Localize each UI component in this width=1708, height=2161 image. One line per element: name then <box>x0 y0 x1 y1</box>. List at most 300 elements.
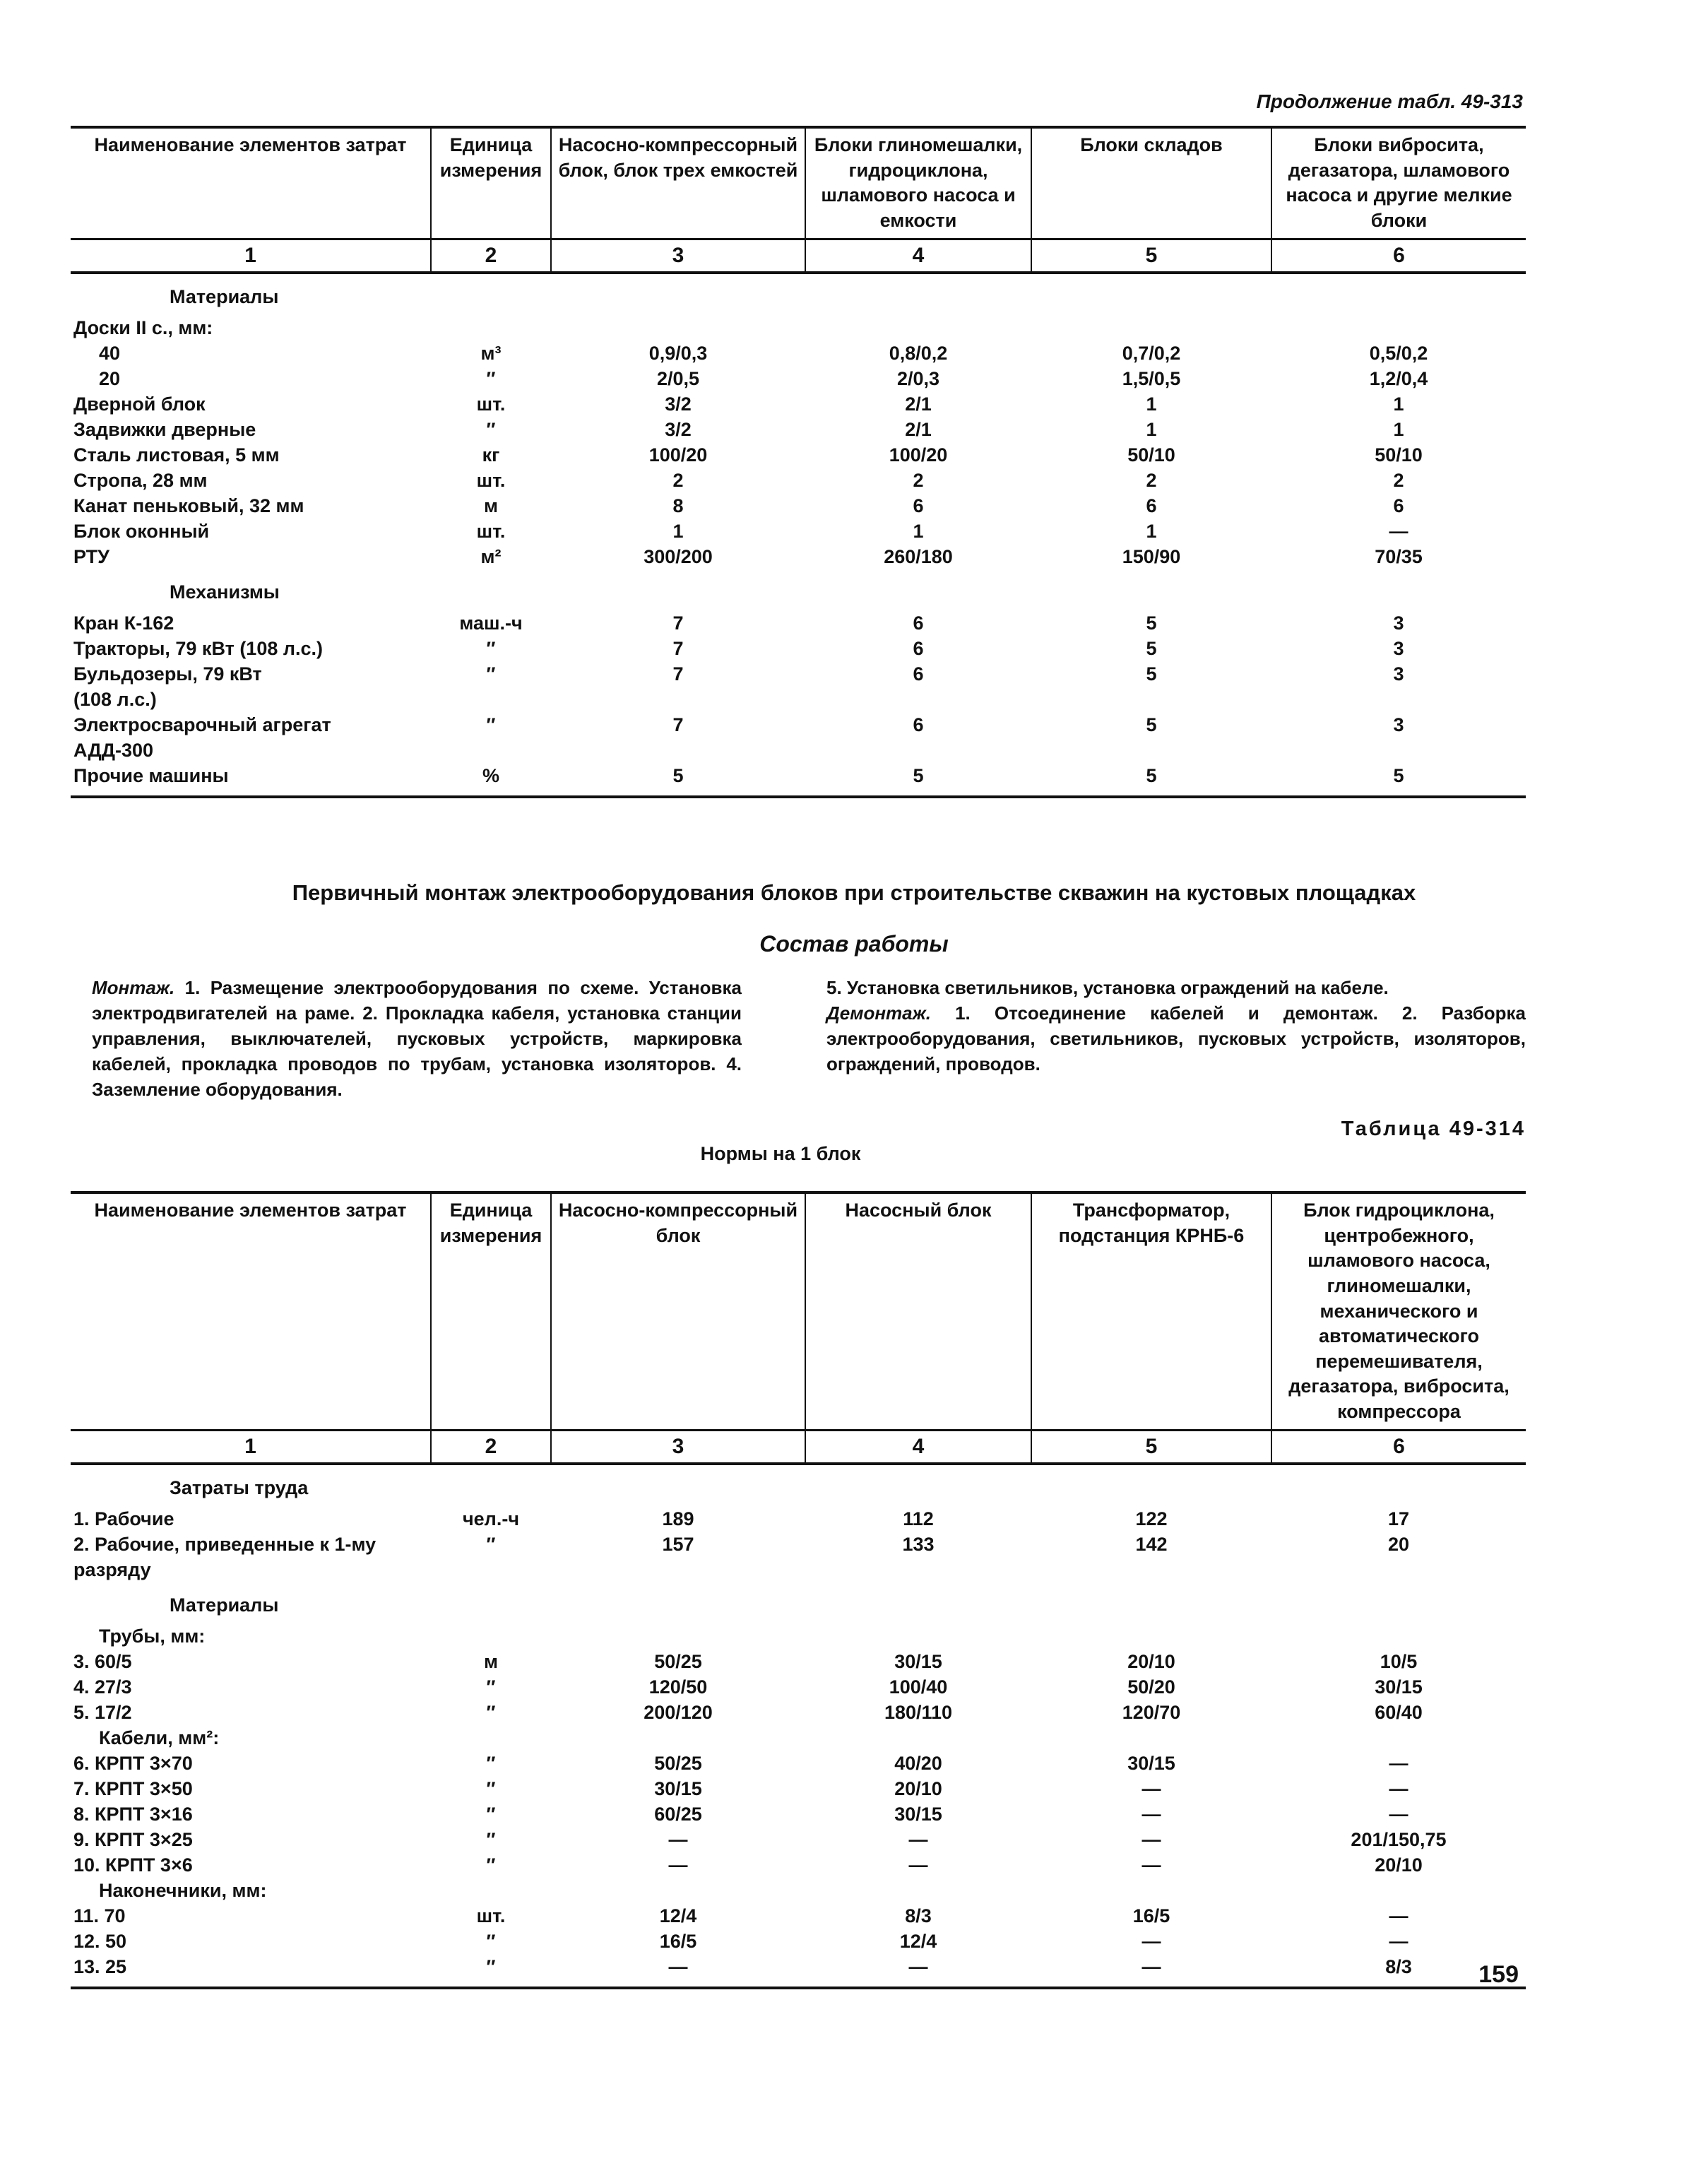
row-unit: шт. <box>476 1905 506 1926</box>
column-number: 2 <box>431 1430 551 1464</box>
row-label: 13. 25 <box>71 1954 431 1988</box>
row-value <box>551 1878 805 1903</box>
table-row <box>71 610 1526 636</box>
row-value: 189 <box>662 1508 694 1529</box>
row-unit <box>431 687 551 712</box>
row-value: 1 <box>913 520 924 542</box>
row-value: 200/120 <box>644 1701 713 1723</box>
row-label: Задвижки дверные <box>73 418 256 440</box>
table-row <box>71 1674 1526 1700</box>
row-unit: маш.-ч <box>459 612 523 634</box>
row-value: 120/50 <box>648 1676 708 1698</box>
row-value: 1 <box>1393 393 1404 415</box>
row-value: 20/10 <box>1127 1650 1175 1672</box>
row-unit <box>431 315 551 341</box>
row-unit: ″ <box>486 418 496 440</box>
row-value <box>1271 315 1526 341</box>
table-row <box>71 1751 1526 1776</box>
row-value: — <box>908 1854 928 1876</box>
row-value: 2/0,3 <box>896 367 940 389</box>
row-value: 2/1 <box>905 418 932 440</box>
row-value <box>1031 1582 1271 1623</box>
row-unit: ″ <box>431 1954 551 1988</box>
row-label: Канат пеньковый, 32 мм <box>73 495 304 516</box>
row-value: 1 <box>1146 393 1157 415</box>
row-label: 2. Рабочие, приведенные к 1-му <box>73 1533 376 1555</box>
row-value <box>1271 738 1526 763</box>
column-number: 1 <box>71 1430 431 1464</box>
row-value <box>805 1557 1031 1582</box>
row-value: 100/20 <box>648 444 708 466</box>
column-number: 6 <box>1271 1430 1526 1464</box>
row-value <box>805 1725 1031 1751</box>
row-value: — <box>551 1954 805 1988</box>
row-label: Механизмы <box>170 581 280 603</box>
row-value: 100/40 <box>889 1676 948 1698</box>
row-value <box>1031 1878 1271 1903</box>
row-label: Кран К-162 <box>73 612 174 634</box>
row-value: 8/3 <box>1271 1954 1526 1988</box>
table-row <box>71 442 1526 468</box>
row-value: 6 <box>913 495 924 516</box>
row-value <box>551 1582 805 1623</box>
row-value: 70/35 <box>1375 545 1423 567</box>
row-value <box>1271 1557 1526 1582</box>
dismantling-text: 1. Отсоединение кабелей и демонтаж. 2. Разборка электрооборудования, светильников, пусковых устройств, изоляторов, ограждений, проводов. <box>826 1002 1526 1074</box>
row-value: 6 <box>913 714 924 735</box>
row-value: 7 <box>672 663 684 685</box>
row-value: 3/2 <box>665 393 692 415</box>
row-label: 9. КРПТ 3×25 <box>73 1828 193 1850</box>
row-value: 5 <box>551 763 805 797</box>
row-value: — <box>1389 1930 1408 1952</box>
column-header-pump-compressor-block: Насосно-компрессорный блок <box>551 1192 805 1430</box>
row-value: 6 <box>1393 495 1404 516</box>
row-value: 2 <box>1393 469 1404 491</box>
row-value: 12/4 <box>659 1905 697 1926</box>
table-row <box>71 1801 1526 1827</box>
row-unit: шт. <box>476 469 506 491</box>
row-value: 0,7/0,2 <box>1122 342 1181 364</box>
row-label: (108 л.с.) <box>73 688 157 710</box>
row-value: 5 <box>1271 763 1526 797</box>
row-value: 133 <box>902 1533 935 1555</box>
row-value <box>805 569 1031 610</box>
row-value <box>551 1623 805 1649</box>
column-number: 6 <box>1271 239 1526 273</box>
table-row <box>71 1954 1526 1988</box>
row-unit: ″ <box>486 1930 496 1952</box>
column-header-hydrocyclone-block: Блок гидроциклона, центробежного, шламового насоса, глиномешалки, механического и автоматического перемешивателя, дегазатора, вибросита, компрессора <box>1271 1192 1526 1430</box>
row-value: — <box>1141 1777 1161 1799</box>
row-value: 50/25 <box>654 1650 702 1672</box>
row-label: 8. КРПТ 3×16 <box>73 1803 193 1825</box>
table-row <box>71 1649 1526 1674</box>
table-row <box>71 315 1526 341</box>
table-row <box>71 1827 1526 1852</box>
work-description-right <box>826 975 1526 1077</box>
row-value <box>551 738 805 763</box>
table-49-313-continued <box>71 126 1526 798</box>
row-value: 2 <box>672 469 684 491</box>
row-value: 50/10 <box>1375 444 1423 466</box>
row-value <box>551 569 805 610</box>
column-number: 4 <box>805 239 1031 273</box>
row-label: 10. КРПТ 3×6 <box>73 1854 193 1876</box>
installation-text-continued: 5. Установка светильников, установка ограждений на кабеле. <box>826 977 1389 998</box>
row-value: 17 <box>1387 1508 1410 1529</box>
row-value: 6 <box>913 612 924 634</box>
row-label: Наконечники, мм: <box>99 1879 267 1901</box>
row-value <box>1031 273 1271 315</box>
row-value <box>551 1725 805 1751</box>
table-row <box>71 391 1526 417</box>
row-unit: % <box>431 763 551 797</box>
table-row <box>71 544 1526 569</box>
row-label: 11. 70 <box>73 1905 126 1926</box>
row-value: 6 <box>913 663 924 685</box>
row-value <box>1271 687 1526 712</box>
row-value <box>1031 1623 1271 1649</box>
row-label: 6. КРПТ 3×70 <box>73 1752 193 1774</box>
row-value <box>1271 1623 1526 1649</box>
row-value <box>805 738 1031 763</box>
row-unit: ″ <box>486 1676 496 1698</box>
row-value <box>1031 1725 1271 1751</box>
column-number: 3 <box>551 1430 805 1464</box>
row-value <box>551 1557 805 1582</box>
row-value: 0,8/0,2 <box>889 342 948 364</box>
table-row <box>71 1929 1526 1954</box>
page-number: 159 <box>1478 1961 1519 1988</box>
row-value <box>1271 1725 1526 1751</box>
row-value: 7 <box>672 714 684 735</box>
row-label: Затраты труда <box>170 1476 309 1498</box>
column-number: 1 <box>71 239 431 273</box>
row-value: 3 <box>1393 714 1404 735</box>
row-value: 201/150,75 <box>1351 1828 1447 1850</box>
row-value: 5 <box>1031 763 1271 797</box>
table-body <box>71 273 1526 797</box>
table-row <box>71 341 1526 366</box>
table-row <box>71 1700 1526 1725</box>
row-label: 5. 17/2 <box>73 1701 132 1723</box>
row-value: 3 <box>1393 637 1404 659</box>
row-value: 120/70 <box>1122 1701 1181 1723</box>
row-value <box>805 1582 1031 1623</box>
row-value: — <box>1389 1803 1408 1825</box>
table-row <box>71 763 1526 797</box>
row-label: 12. 50 <box>73 1930 127 1952</box>
row-value: 142 <box>1135 1533 1168 1555</box>
row-value: 5 <box>1146 663 1157 685</box>
column-number: 2 <box>431 239 551 273</box>
column-header-unit: Единица измерения <box>431 127 551 239</box>
row-value: 16/5 <box>659 1930 697 1952</box>
row-unit <box>431 1623 551 1649</box>
row-value: 60/40 <box>1375 1701 1423 1723</box>
row-unit: ″ <box>486 1828 496 1850</box>
row-value: — <box>1141 1930 1161 1952</box>
row-unit: шт. <box>476 393 506 415</box>
row-value <box>805 273 1031 315</box>
row-value: 60/25 <box>654 1803 702 1825</box>
row-label: Доски II с., мм: <box>73 316 213 338</box>
row-unit <box>431 1464 551 1506</box>
row-value: 10/5 <box>1380 1650 1418 1672</box>
table-row <box>71 1582 1526 1623</box>
row-value: — <box>668 1854 688 1876</box>
row-value <box>1271 1464 1526 1506</box>
row-label: Тракторы, 79 кВт (108 л.с.) <box>73 637 324 659</box>
row-value: 8 <box>672 495 684 516</box>
table-row <box>71 1852 1526 1878</box>
row-value: 3/2 <box>665 418 692 440</box>
table-row <box>71 417 1526 442</box>
table-row <box>71 687 1526 712</box>
column-number: 5 <box>1031 1430 1271 1464</box>
row-value: 260/180 <box>884 545 953 567</box>
row-label: Материалы <box>170 1594 279 1616</box>
row-unit: ″ <box>486 663 496 685</box>
row-value: — <box>1389 520 1408 542</box>
row-value <box>551 687 805 712</box>
table-row <box>71 1557 1526 1582</box>
row-value: 0,9/0,3 <box>648 342 708 364</box>
row-label: 3. 60/5 <box>73 1650 132 1672</box>
row-value: 2/0,5 <box>656 367 700 389</box>
row-value: — <box>668 1828 688 1850</box>
row-label: Сталь листовая, 5 мм <box>73 444 280 466</box>
row-value: 5 <box>805 763 1031 797</box>
column-number: 5 <box>1031 239 1271 273</box>
row-value: — <box>1389 1752 1408 1774</box>
row-unit <box>431 1725 551 1751</box>
table-row <box>71 712 1526 738</box>
row-value: 30/15 <box>1375 1676 1423 1698</box>
row-unit: м³ <box>480 342 502 364</box>
row-value: — <box>1141 1828 1161 1850</box>
row-value: 1 <box>1146 520 1157 542</box>
row-value <box>1271 1582 1526 1623</box>
table-row <box>71 1623 1526 1649</box>
row-value <box>1271 273 1526 315</box>
row-value: — <box>1141 1854 1161 1876</box>
dismantling-lead: Демонтаж. <box>826 1002 932 1024</box>
column-header-transformer-substation: Трансформатор, подстанция КРНБ-6 <box>1031 1192 1271 1430</box>
row-value: 1,2/0,4 <box>1369 367 1428 389</box>
work-description-left <box>92 975 742 1102</box>
row-unit <box>431 1582 551 1623</box>
row-value <box>1031 687 1271 712</box>
row-value <box>1271 1878 1526 1903</box>
column-header-pump-block: Насосный блок <box>805 1192 1031 1430</box>
row-unit: шт. <box>476 520 506 542</box>
row-unit: ″ <box>486 367 496 389</box>
row-unit: м² <box>480 545 502 567</box>
row-unit: м <box>484 495 498 516</box>
row-unit <box>431 1557 551 1582</box>
row-value: — <box>908 1828 928 1850</box>
table-row <box>71 1506 1526 1532</box>
row-label: разряду <box>73 1558 151 1580</box>
row-value <box>1031 1464 1271 1506</box>
row-value: 30/15 <box>1127 1752 1175 1774</box>
row-label: АДД-300 <box>73 739 154 761</box>
row-value <box>1271 569 1526 610</box>
row-value: 1 <box>1393 418 1404 440</box>
row-value: 7 <box>672 612 684 634</box>
row-unit: ″ <box>486 637 496 659</box>
row-value: 2/1 <box>905 393 932 415</box>
row-value: 5 <box>1146 714 1157 735</box>
row-unit: ″ <box>486 1854 496 1876</box>
row-unit <box>431 569 551 610</box>
table-row <box>71 519 1526 544</box>
column-number: 3 <box>551 239 805 273</box>
row-value: 100/20 <box>889 444 948 466</box>
table-row <box>71 366 1526 391</box>
row-value <box>1031 315 1271 341</box>
table-row <box>71 738 1526 763</box>
table-number-label: Таблица 49-314 <box>1341 1118 1526 1140</box>
table-body <box>71 1464 1526 1988</box>
row-value: 7 <box>672 637 684 659</box>
row-label: Материалы <box>170 285 279 307</box>
table-row <box>71 493 1526 519</box>
row-value: 1 <box>1146 418 1157 440</box>
row-value: — <box>1141 1803 1161 1825</box>
column-number: 4 <box>805 1430 1031 1464</box>
row-value <box>551 273 805 315</box>
column-header-storage-blocks: Блоки складов <box>1031 127 1271 239</box>
installation-text: 1. Размещение электрооборудования по схеме. Установка электродвигателей на раме. 2. Прокладка кабеля, установка станции управления, выключателей, пусковых устройств, маркировка кабелей, прокладка проводов по трубам, установка изоляторов. 4. Заземление оборудования. <box>92 977 742 1100</box>
table-row <box>71 1903 1526 1929</box>
column-header-shaker-blocks: Блоки вибросита, дегазатора, шламового насоса и другие мелкие блоки <box>1271 127 1526 239</box>
column-header-mud-mixer-blocks: Блоки глиномешалки, гидроциклона, шламового насоса и емкости <box>805 127 1031 239</box>
row-label: Электросварочный агрегат <box>73 714 331 735</box>
row-label: РТУ <box>73 545 109 567</box>
row-value: — <box>805 1954 1031 1988</box>
row-label: 20 <box>99 367 121 389</box>
row-value: 50/10 <box>1127 444 1175 466</box>
row-value: 50/20 <box>1127 1676 1175 1698</box>
row-label: 7. КРПТ 3×50 <box>73 1777 193 1799</box>
installation-lead: Монтаж. <box>92 977 175 998</box>
row-value: 1 <box>672 520 684 542</box>
column-header-cost-elements: Наименование элементов затрат <box>71 127 431 239</box>
table-49-314 <box>71 1191 1526 1989</box>
row-value: 3 <box>1393 612 1404 634</box>
row-label: Кабели, мм²: <box>99 1727 220 1748</box>
row-value: 6 <box>1146 495 1157 516</box>
row-label: Дверной блок <box>73 393 206 415</box>
row-label: 40 <box>99 342 121 364</box>
row-value: 300/200 <box>644 545 713 567</box>
row-label: Прочие машины <box>71 763 431 797</box>
row-value <box>551 1464 805 1506</box>
row-value <box>1031 569 1271 610</box>
row-value <box>1031 1557 1271 1582</box>
row-value <box>805 1878 1031 1903</box>
row-value: — <box>1389 1905 1408 1926</box>
row-unit: кг <box>482 444 500 466</box>
row-value <box>805 1623 1031 1649</box>
table-row <box>71 1725 1526 1751</box>
row-value: 50/25 <box>654 1752 702 1774</box>
row-value: 2 <box>913 469 924 491</box>
row-value: 6 <box>913 637 924 659</box>
row-label: 4. 27/3 <box>73 1676 132 1698</box>
row-value <box>805 315 1031 341</box>
row-label: Бульдозеры, 79 кВт <box>73 663 262 685</box>
row-label: 1. Рабочие <box>73 1508 174 1529</box>
table-row <box>71 1464 1526 1506</box>
row-label: Блок оконный <box>73 520 210 542</box>
table-row <box>71 1878 1526 1903</box>
row-value: 20 <box>1387 1533 1410 1555</box>
row-unit: ″ <box>486 1777 496 1799</box>
column-header-pump-compressor-block: Насосно-компрессорный блок, блок трех емкостей <box>551 127 805 239</box>
row-value: 40/20 <box>894 1752 942 1774</box>
row-value: 180/110 <box>884 1701 953 1723</box>
row-unit <box>431 273 551 315</box>
table-row <box>71 661 1526 687</box>
row-value: 5 <box>1146 637 1157 659</box>
row-value: 20/10 <box>894 1777 942 1799</box>
row-unit: ″ <box>486 714 496 735</box>
table-row <box>71 1532 1526 1557</box>
table-row <box>71 273 1526 315</box>
row-value: 2 <box>1146 469 1157 491</box>
column-header-cost-elements: Наименование элементов затрат <box>71 1192 431 1430</box>
row-unit: м <box>484 1650 498 1672</box>
row-value: 20/10 <box>1375 1854 1423 1876</box>
row-value: 8/3 <box>905 1905 932 1926</box>
row-value: 30/15 <box>654 1777 702 1799</box>
section-title: Первичный монтаж электрооборудования блоков при строительстве скважин на кустовых площадках <box>292 880 1416 905</box>
table-row <box>71 636 1526 661</box>
row-value: 112 <box>903 1508 934 1529</box>
row-value <box>805 687 1031 712</box>
row-value <box>805 1464 1031 1506</box>
row-value: 157 <box>662 1533 694 1555</box>
row-unit: ″ <box>486 1533 496 1555</box>
row-value: — <box>1031 1954 1271 1988</box>
row-unit: ″ <box>486 1701 496 1723</box>
row-unit: чел.-ч <box>462 1508 519 1529</box>
norms-title: Нормы на 1 блок <box>700 1143 861 1164</box>
table-row <box>71 569 1526 610</box>
row-value: 150/90 <box>1122 545 1181 567</box>
row-label: Стропа, 28 мм <box>73 469 208 491</box>
table-continuation-note: Продолжение табл. 49-313 <box>1256 90 1523 112</box>
row-value: 0,5/0,2 <box>1369 342 1428 364</box>
table-row <box>71 468 1526 493</box>
column-header-unit: Единица измерения <box>431 1192 551 1430</box>
row-value: 12/4 <box>899 1930 937 1952</box>
row-value <box>1031 738 1271 763</box>
row-value: 16/5 <box>1132 1905 1170 1926</box>
row-value: 122 <box>1135 1508 1168 1529</box>
row-value: 30/15 <box>894 1650 942 1672</box>
row-label: Трубы, мм: <box>99 1625 206 1647</box>
row-value: 5 <box>1146 612 1157 634</box>
row-value: 3 <box>1393 663 1404 685</box>
row-value: — <box>1389 1777 1408 1799</box>
row-unit <box>431 738 551 763</box>
row-unit <box>431 1878 551 1903</box>
